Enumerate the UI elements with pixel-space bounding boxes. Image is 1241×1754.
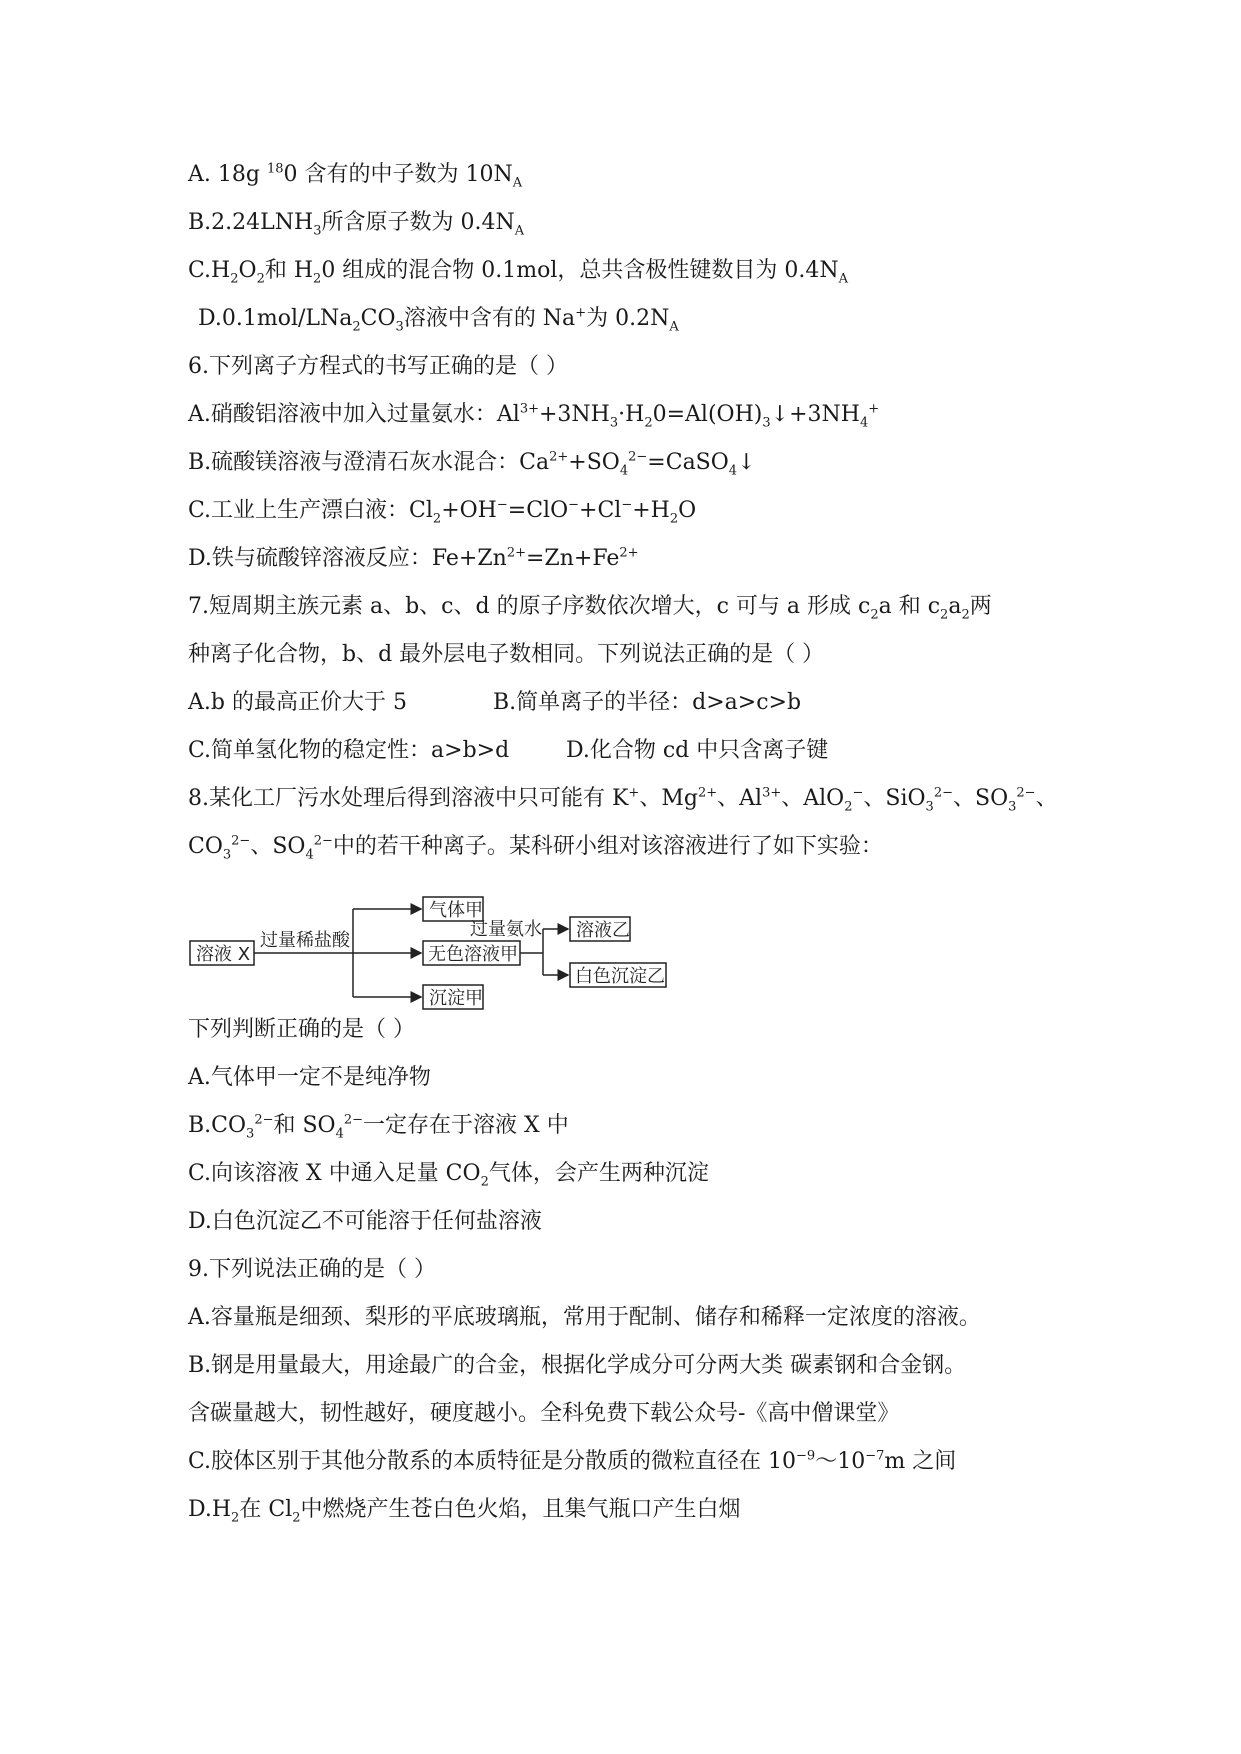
label-gas: 气体甲 bbox=[429, 900, 483, 921]
q6-option-a: A.硝酸铝溶液中加入过量氨水：$Al^{3+}+3NH_3\cdot H_20=Al(OH)_3↓+3NH_4^+$ bbox=[188, 401, 880, 431]
q6-stem: 6.下列离子方程式的书写正确的是（ ） bbox=[188, 354, 568, 379]
q9-option-b-line1: B.钢是用量最大，用途最广的合金，根据化学成分可分两大类 碳素钢和合金钢。 bbox=[188, 1353, 967, 1378]
q9-option-d: $D.H_2$在 $Cl_2$中燃烧产生苍白色火焰，且集气瓶口产生白烟 bbox=[188, 1497, 741, 1526]
label-solution: 无色溶液甲 bbox=[428, 944, 518, 965]
q9-option-b-line2: 含碳量越大，韧性越好，硬度越小。全科免费下载公众号-《高中僧课堂》 bbox=[188, 1401, 900, 1426]
label-solution-x: 溶液 X bbox=[196, 944, 251, 965]
label-solution-2: 溶液乙 bbox=[576, 920, 630, 941]
q6-option-c: C.工业上生产漂白液：$Cl_2+OH^-=ClO^-+Cl^-+H_2O$ bbox=[188, 497, 697, 527]
q5-option-d: $D.0.1mol/LNa_2CO_3$溶液中含有的 Na+为 $0.2N_A$ bbox=[198, 305, 679, 335]
q8-option-b: $B.CO_3^{2-}$和 $SO_4^{2-}$一定存在于溶液 X 中 bbox=[188, 1112, 569, 1142]
q7-option-c: C.简单氢化物的稳定性：a>b>d bbox=[188, 738, 510, 763]
q8-option-d: D.白色沉淀乙不可能溶于任何盐溶液 bbox=[188, 1209, 542, 1234]
q5-option-c: $C.H_2O_2$和 $H_20$ 组成的混合物 0.1mol，总共含极性键数目为 $0.4N_A$ bbox=[188, 258, 849, 287]
q9-option-a: A.容量瓶是细颈、梨形的平底玻璃瓶，常用于配制、储存和稀释一定浓度的溶液。 bbox=[188, 1305, 981, 1330]
q7-option-d: D.化合物 cd 中只含离子键 bbox=[566, 738, 829, 763]
q7-stem-line1: 7.短周期主族元素 a、b、c、d 的原子序数依次增大，c 可与 a 形成 $c_2a$ 和 $c_2a_2$两 bbox=[188, 594, 992, 623]
q9-option-c: C.胶体区别于其他分散系的本质特征是分散质的微粒直径在 $10^{-9}\sim 10^{-7}m$ 之间 bbox=[188, 1448, 957, 1474]
q8-option-c: C.向该溶液 X 中通入足量 $CO_2$气体，会产生两种沉淀 bbox=[188, 1161, 709, 1190]
q5-option-b: $B.2.24LNH_3$所含原子数为 $0.4N_A$ bbox=[188, 210, 525, 239]
q9-stem: 9.下列说法正确的是（ ） bbox=[188, 1257, 436, 1282]
label-precipitate: 沉淀甲 bbox=[429, 988, 483, 1009]
q5-option-a: A. 18g $^{18}$0 含有的中子数为 $10N_A$ bbox=[188, 161, 523, 191]
label-reagent-1: 过量稀盐酸 bbox=[260, 930, 350, 951]
q7-option-b: B.简单离子的半径：d>a>c>b bbox=[493, 690, 802, 715]
q8-option-a: A.气体甲一定不是纯净物 bbox=[188, 1065, 431, 1090]
experiment-flow-diagram bbox=[188, 893, 748, 1013]
label-precipitate-2: 白色沉淀乙 bbox=[575, 966, 665, 987]
q7-stem-line2: 种离子化合物，b、d 最外层电子数相同。下列说法正确的是（ ） bbox=[188, 642, 825, 667]
q8-stem-line2: $CO_3^{2-}$、$SO_4^{2-}$中的若干种离子。某科研小组对该溶液进行了如下实验： bbox=[188, 833, 883, 863]
q8-stem-line1: 8.某化工厂污水处理后得到溶液中只可能有 K+、$Mg^{2+}$、$Al^{3+}$、AlO$_2$−、SiO$_3^{2-}$、$SO_3^{2-}$、 bbox=[188, 785, 1058, 815]
q7-option-a: A.b 的最高正价大于 5 bbox=[188, 690, 407, 715]
q8-judge: 下列判断正确的是（ ） bbox=[188, 1017, 415, 1042]
q6-option-b: B.硫酸镁溶液与澄清石灰水混合：$Ca^{2+}+SO_4^{2-}=CaSO_4↓$ bbox=[188, 449, 756, 479]
label-reagent-2: 过量氨水 bbox=[470, 919, 542, 940]
q6-option-d: D.铁与硫酸锌溶液反应：$Fe+Zn^{2+}=Zn+Fe^{2+}$ bbox=[188, 545, 639, 571]
